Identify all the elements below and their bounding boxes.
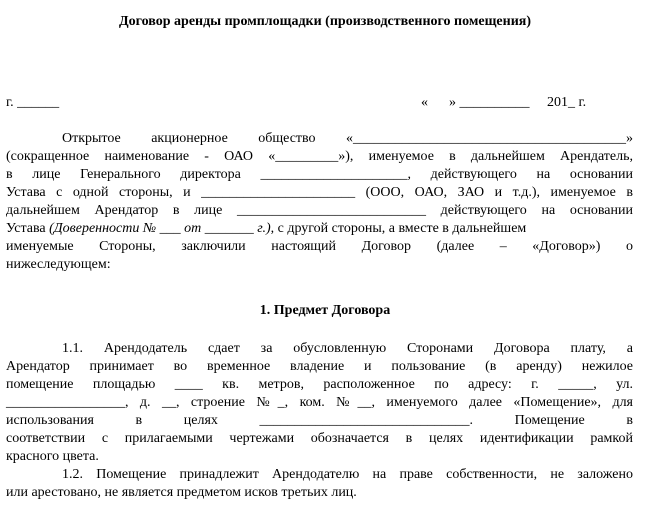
preamble-line-1: Открытое акционерное общество «_______________________________________» (62, 131, 633, 146)
preamble-line-5: дальнейшем Арендатор в лице ___________________________ действующего на основании (6, 203, 633, 218)
clause-1-1-line-1: 1.1. Арендодатель сдает за обусловленную Сторонами Договора плату, а (62, 341, 633, 356)
preamble-other-party: , с другой стороны, а вместе в дальнейшем (270, 221, 527, 236)
preamble-line-7: именуемые Стороны, заключили настоящий Договор (далее – «Договор») о (6, 239, 633, 254)
preamble-ustav: Устава (6, 221, 46, 236)
clause-1-2-line-1: 1.2. Помещение принадлежит Арендодателю на праве собственности, не заложено (62, 467, 633, 482)
clause-1-1-line-3: помещение площадью ____ кв. метров, расположенное по адресу: г. _____, ул. (6, 377, 633, 392)
document-title: Договор аренды промплощадки (производственного помещения) (118, 14, 531, 29)
section-1-heading: 1. Предмет Договора (259, 303, 391, 318)
preamble-line-4: Устава с одной стороны, и ______________________ (ООО, ОАО, ЗАО и т.д.), именуемое в (6, 185, 633, 200)
preamble-power-of-attorney: (Доверенности № ___ от _______ г.) (49, 221, 271, 236)
preamble-line-6 (6, 220, 526, 237)
clause-1-1-line-4: _________________, д. __, строение №_, ком. №__, именуемого далее «Помещение», для (6, 395, 633, 410)
clause-1-2-line-2: или арестовано, не является предметом исков третьих лиц. (6, 485, 357, 500)
clause-1-1-line-5: использования в целях ______________________________. Помещение в (6, 413, 633, 428)
place-line: г. ______ (6, 95, 60, 110)
date-line: « » __________ 201_ г. (421, 95, 587, 110)
preamble-line-2: (сокращенное наименование - ОАО «_________»), именуемое в дальнейшем Арендатель, (6, 149, 633, 164)
preamble-line-3: в лице Генерального директора _____________________, действующего на основании (6, 167, 633, 182)
preamble-line-8: нижеследующем: (6, 257, 111, 272)
clause-1-1-line-6: соответствии с прилагаемыми чертежами обозначается в целях идентификации рамкой (6, 431, 633, 446)
clause-1-1-line-2: Арендатор принимает во временное владение и пользование (в аренду) нежилое (6, 359, 633, 374)
clause-1-1-line-7: красного цвета. (6, 449, 99, 464)
